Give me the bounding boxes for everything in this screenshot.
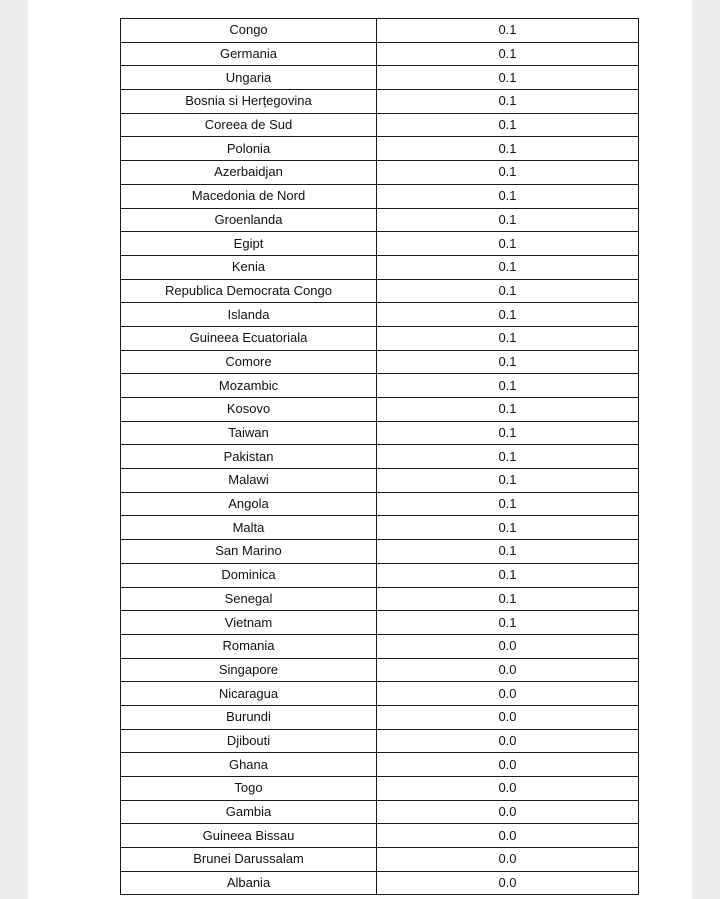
country-cell: Ungaria xyxy=(121,66,377,90)
value-cell: 0.1 xyxy=(377,208,639,232)
table-row xyxy=(121,611,639,635)
country-cell: Egipt xyxy=(121,232,377,256)
table-row xyxy=(121,421,639,445)
table-row xyxy=(121,19,639,43)
country-cell: Albania xyxy=(121,871,377,895)
table-row xyxy=(121,350,639,374)
country-cell: San Marino xyxy=(121,540,377,564)
table-row xyxy=(121,90,639,114)
country-cell: Romania xyxy=(121,634,377,658)
value-cell: 0.1 xyxy=(377,113,639,137)
country-cell: Dominica xyxy=(121,563,377,587)
value-cell: 0.1 xyxy=(377,161,639,185)
table-row xyxy=(121,184,639,208)
country-cell: Vietnam xyxy=(121,611,377,635)
country-cell: Azerbaidjan xyxy=(121,161,377,185)
value-cell: 0.1 xyxy=(377,184,639,208)
country-cell: Nicaragua xyxy=(121,682,377,706)
value-cell: 0.1 xyxy=(377,66,639,90)
value-cell: 0.1 xyxy=(377,469,639,493)
table-row xyxy=(121,777,639,801)
value-cell: 0.1 xyxy=(377,279,639,303)
country-cell: Gambia xyxy=(121,800,377,824)
value-cell: 0.1 xyxy=(377,563,639,587)
value-cell: 0.0 xyxy=(377,658,639,682)
table-row xyxy=(121,587,639,611)
value-cell: 0.1 xyxy=(377,19,639,43)
table-row xyxy=(121,303,639,327)
value-cell: 0.1 xyxy=(377,374,639,398)
table-row xyxy=(121,137,639,161)
country-cell: Brunei Darussalam xyxy=(121,848,377,872)
country-cell: Bosnia si Herțegovina xyxy=(121,90,377,114)
country-cell: Guineea Bissau xyxy=(121,824,377,848)
table-row xyxy=(121,113,639,137)
country-cell: Congo xyxy=(121,19,377,43)
country-cell: Singapore xyxy=(121,658,377,682)
value-cell: 0.1 xyxy=(377,137,639,161)
value-cell: 0.1 xyxy=(377,326,639,350)
country-cell: Ghana xyxy=(121,753,377,777)
value-cell: 0.1 xyxy=(377,445,639,469)
country-cell: Kosovo xyxy=(121,398,377,422)
country-cell: Macedonia de Nord xyxy=(121,184,377,208)
country-cell: Djibouti xyxy=(121,729,377,753)
table-row xyxy=(121,682,639,706)
table-row xyxy=(121,374,639,398)
country-cell: Angola xyxy=(121,492,377,516)
table-row xyxy=(121,232,639,256)
table-row xyxy=(121,492,639,516)
table-row xyxy=(121,516,639,540)
country-cell: Burundi xyxy=(121,705,377,729)
country-cell: Senegal xyxy=(121,587,377,611)
table-row xyxy=(121,871,639,895)
value-cell: 0.0 xyxy=(377,871,639,895)
country-cell: Kenia xyxy=(121,255,377,279)
country-value-table xyxy=(120,18,639,895)
value-cell: 0.1 xyxy=(377,492,639,516)
country-cell: Groenlanda xyxy=(121,208,377,232)
value-cell: 0.1 xyxy=(377,611,639,635)
country-cell: Pakistan xyxy=(121,445,377,469)
country-cell: Islanda xyxy=(121,303,377,327)
table-row xyxy=(121,255,639,279)
document-page xyxy=(28,0,692,899)
value-cell: 0.0 xyxy=(377,800,639,824)
table-row xyxy=(121,445,639,469)
value-cell: 0.1 xyxy=(377,232,639,256)
table-row xyxy=(121,66,639,90)
table-row xyxy=(121,848,639,872)
table-row xyxy=(121,800,639,824)
value-cell: 0.0 xyxy=(377,729,639,753)
table-row xyxy=(121,824,639,848)
country-cell: Comore xyxy=(121,350,377,374)
country-cell: Germania xyxy=(121,42,377,66)
value-cell: 0.0 xyxy=(377,705,639,729)
value-cell: 0.1 xyxy=(377,42,639,66)
table-row xyxy=(121,161,639,185)
table-row xyxy=(121,208,639,232)
value-cell: 0.1 xyxy=(377,540,639,564)
table-row xyxy=(121,279,639,303)
value-cell: 0.1 xyxy=(377,350,639,374)
table-row xyxy=(121,705,639,729)
table-row xyxy=(121,326,639,350)
table-row xyxy=(121,469,639,493)
table-row xyxy=(121,753,639,777)
value-cell: 0.1 xyxy=(377,516,639,540)
value-cell: 0.0 xyxy=(377,848,639,872)
country-cell: Malta xyxy=(121,516,377,540)
table-row xyxy=(121,540,639,564)
table-row xyxy=(121,729,639,753)
value-cell: 0.1 xyxy=(377,303,639,327)
value-cell: 0.1 xyxy=(377,398,639,422)
country-cell: Taiwan xyxy=(121,421,377,445)
country-cell: Guineea Ecuatoriala xyxy=(121,326,377,350)
value-cell: 0.0 xyxy=(377,682,639,706)
country-cell: Polonia xyxy=(121,137,377,161)
value-cell: 0.0 xyxy=(377,824,639,848)
value-cell: 0.1 xyxy=(377,255,639,279)
value-cell: 0.1 xyxy=(377,421,639,445)
value-cell: 0.0 xyxy=(377,753,639,777)
value-cell: 0.1 xyxy=(377,90,639,114)
table-row xyxy=(121,563,639,587)
table-row xyxy=(121,634,639,658)
country-cell: Malawi xyxy=(121,469,377,493)
country-cell: Coreea de Sud xyxy=(121,113,377,137)
table-row xyxy=(121,42,639,66)
country-cell: Republica Democrata Congo xyxy=(121,279,377,303)
table-row xyxy=(121,658,639,682)
value-cell: 0.0 xyxy=(377,634,639,658)
table-body xyxy=(121,19,639,895)
country-cell: Mozambic xyxy=(121,374,377,398)
value-cell: 0.1 xyxy=(377,587,639,611)
country-cell: Togo xyxy=(121,777,377,801)
table-row xyxy=(121,398,639,422)
value-cell: 0.0 xyxy=(377,777,639,801)
